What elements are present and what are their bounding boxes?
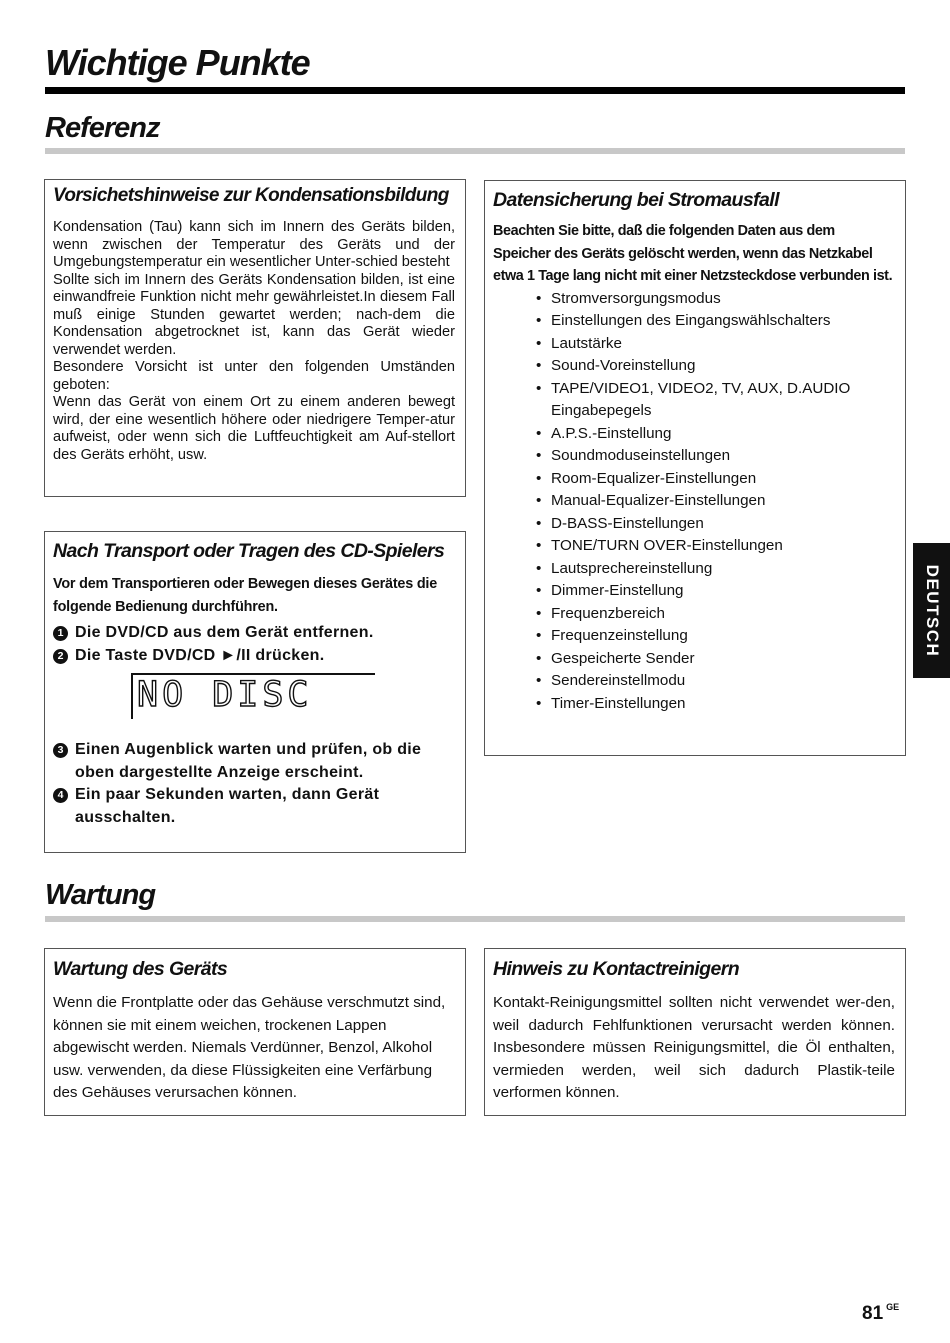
transport-title: Nach Transport oder Tragen des CD-Spielers bbox=[53, 540, 445, 562]
step-item bbox=[53, 645, 455, 668]
datensicherung-item: • Timer-Einstellungen bbox=[536, 693, 895, 716]
language-tab bbox=[913, 543, 950, 678]
step-number: 2 bbox=[53, 649, 68, 664]
kondensation-paragraph: Sollte sich im Innern des Geräts Kondensation bilden, ist eine einwandfreie Funktion nicht mehr gewährleistet.In diesem Fall muß einige Stunden gewartet werden; nach-dem die Kondensation abgetrocknet ist, kann das Gerät wieder verwendet werden. bbox=[53, 271, 455, 358]
section-heading-referenz: Referenz bbox=[45, 112, 160, 144]
wartung-title: Wartung des Geräts bbox=[53, 958, 228, 980]
datensicherung-item: • Einstellungen des Eingangswählschalters bbox=[536, 310, 895, 333]
section-rule-wartung bbox=[45, 916, 905, 922]
datensicherung-item: • D-BASS-Einstellungen bbox=[536, 513, 895, 536]
datensicherung-intro: Beachten Sie bitte, daß die folgenden Daten aus dem Speicher des Geräts gelöscht werden, wenn das Netzkabel etwa 1 Tage lang nicht mit einer Netzsteckdose verbunden ist. bbox=[493, 223, 893, 284]
datensicherung-box bbox=[484, 180, 906, 756]
step-text: Einen Augenblick warten und prüfen, ob die oben dargestellte Anzeige erscheint. bbox=[75, 741, 422, 781]
lcd-display-text: NO DISC bbox=[137, 675, 313, 715]
datensicherung-list bbox=[493, 288, 895, 716]
datensicherung-item: • Frequenzbereich bbox=[536, 603, 895, 626]
kondensation-paragraph: Besondere Vorsicht ist unter den folgenden Umständen geboten: bbox=[53, 359, 455, 393]
datensicherung-item: • Soundmoduseinstellungen bbox=[536, 445, 895, 468]
lcd-display bbox=[131, 673, 455, 723]
datensicherung-item: • Lautsprechereinstellung bbox=[536, 558, 895, 581]
step-number: 4 bbox=[53, 788, 68, 803]
datensicherung-item: • A.P.S.-Einstellung bbox=[536, 423, 895, 446]
datensicherung-item: • Sendereinstellmodu bbox=[536, 670, 895, 693]
section-rule-referenz bbox=[45, 148, 905, 154]
step-text: Ein paar Sekunden warten, dann Gerät ausschalten. bbox=[75, 786, 380, 826]
kondensation-box bbox=[44, 179, 466, 497]
kondensation-paragraph: Kondensation (Tau) kann sich im Innern des Geräts bilden, wenn zwischen der Temperatur des Geräts und der Umgebungstemperatur ein wesentlicher Unter-schied besteht bbox=[53, 219, 455, 270]
language-tab-label: DEUTSCH bbox=[922, 564, 942, 657]
page-number-suffix: GE bbox=[886, 1302, 900, 1312]
kondensation-title: Vorsichetshinweise zur Kondensationsbildung bbox=[53, 185, 449, 206]
kondensation-paragraph: Wenn das Gerät von einem Ort zu einem anderen bewegt wird, der eine wesentlich höhere oder niedrigere Temper-atur aufweist, oder wenn sich die Luftfeuchtigkeit am Auf-stellort des Geräts erhöht, usw. bbox=[53, 394, 455, 463]
datensicherung-item: • Lautstärke bbox=[536, 333, 895, 356]
step-item bbox=[53, 784, 455, 829]
datensicherung-item: • Dimmer-Einstellung bbox=[536, 580, 895, 603]
step-number: 1 bbox=[53, 626, 68, 641]
transport-steps-continued bbox=[53, 739, 455, 829]
page-number bbox=[862, 1302, 899, 1325]
kontakt-title: Hinweis zu Kontactreinigern bbox=[493, 958, 740, 980]
section-heading-wartung: Wartung bbox=[45, 879, 156, 911]
lcd-frame-left bbox=[131, 673, 133, 719]
datensicherung-item: • Gespeicherte Sender bbox=[536, 648, 895, 671]
transport-box bbox=[44, 531, 466, 853]
step-number: 3 bbox=[53, 743, 68, 758]
datensicherung-item: • TONE/TURN OVER-Einstellungen bbox=[536, 535, 895, 558]
step-item bbox=[53, 739, 455, 784]
transport-steps bbox=[53, 622, 455, 667]
step-item bbox=[53, 622, 455, 645]
wartung-text: Wenn die Frontplatte oder das Gehäuse verschmutzt sind, können sie mit einem weichen, trockenen Lappen abgewischt werden. Niemals Verdünner, Benzol, Alkohol usw. verwenden, da diese Flüssigkeiten eine Verfärbung des Gehäuses verursachen können. bbox=[53, 994, 446, 1101]
datensicherung-item: • TAPE/VIDEO1, VIDEO2, TV, AUX, D.AUDIO Eingabepegels bbox=[536, 378, 895, 423]
title-rule bbox=[45, 87, 905, 94]
step-text: Die Taste DVD/CD ►/II drücken. bbox=[75, 646, 325, 664]
wartung-box bbox=[44, 948, 466, 1116]
kontakt-text: Kontakt-Reinigungsmittel sollten nicht verwendet wer-den, weil dadurch Fehlfunktionen verursacht werden können. Insbesondere müssen Reinigungsmittel, die Öl enthalten, vermieden werden, weil sich dadurch Plastik-teile verformen können. bbox=[493, 994, 895, 1101]
datensicherung-item: • Sound-Voreinstellung bbox=[536, 355, 895, 378]
kontakt-box bbox=[484, 948, 906, 1116]
transport-intro: Vor dem Transportieren oder Bewegen dieses Gerätes die folgende Bedienung durchführen. bbox=[53, 576, 438, 615]
page-number-value: 81 bbox=[862, 1303, 884, 1324]
datensicherung-item: • Stromversorgungsmodus bbox=[536, 288, 895, 311]
datensicherung-title: Datensicherung bei Stromausfall bbox=[493, 189, 779, 211]
step-text: Die DVD/CD aus dem Gerät entfernen. bbox=[75, 624, 374, 641]
datensicherung-item: • Manual-Equalizer-Einstellungen bbox=[536, 490, 895, 513]
datensicherung-item: • Room-Equalizer-Einstellungen bbox=[536, 468, 895, 491]
page-title: Wichtige Punkte bbox=[45, 42, 310, 83]
datensicherung-item: • Frequenzeinstellung bbox=[536, 625, 895, 648]
